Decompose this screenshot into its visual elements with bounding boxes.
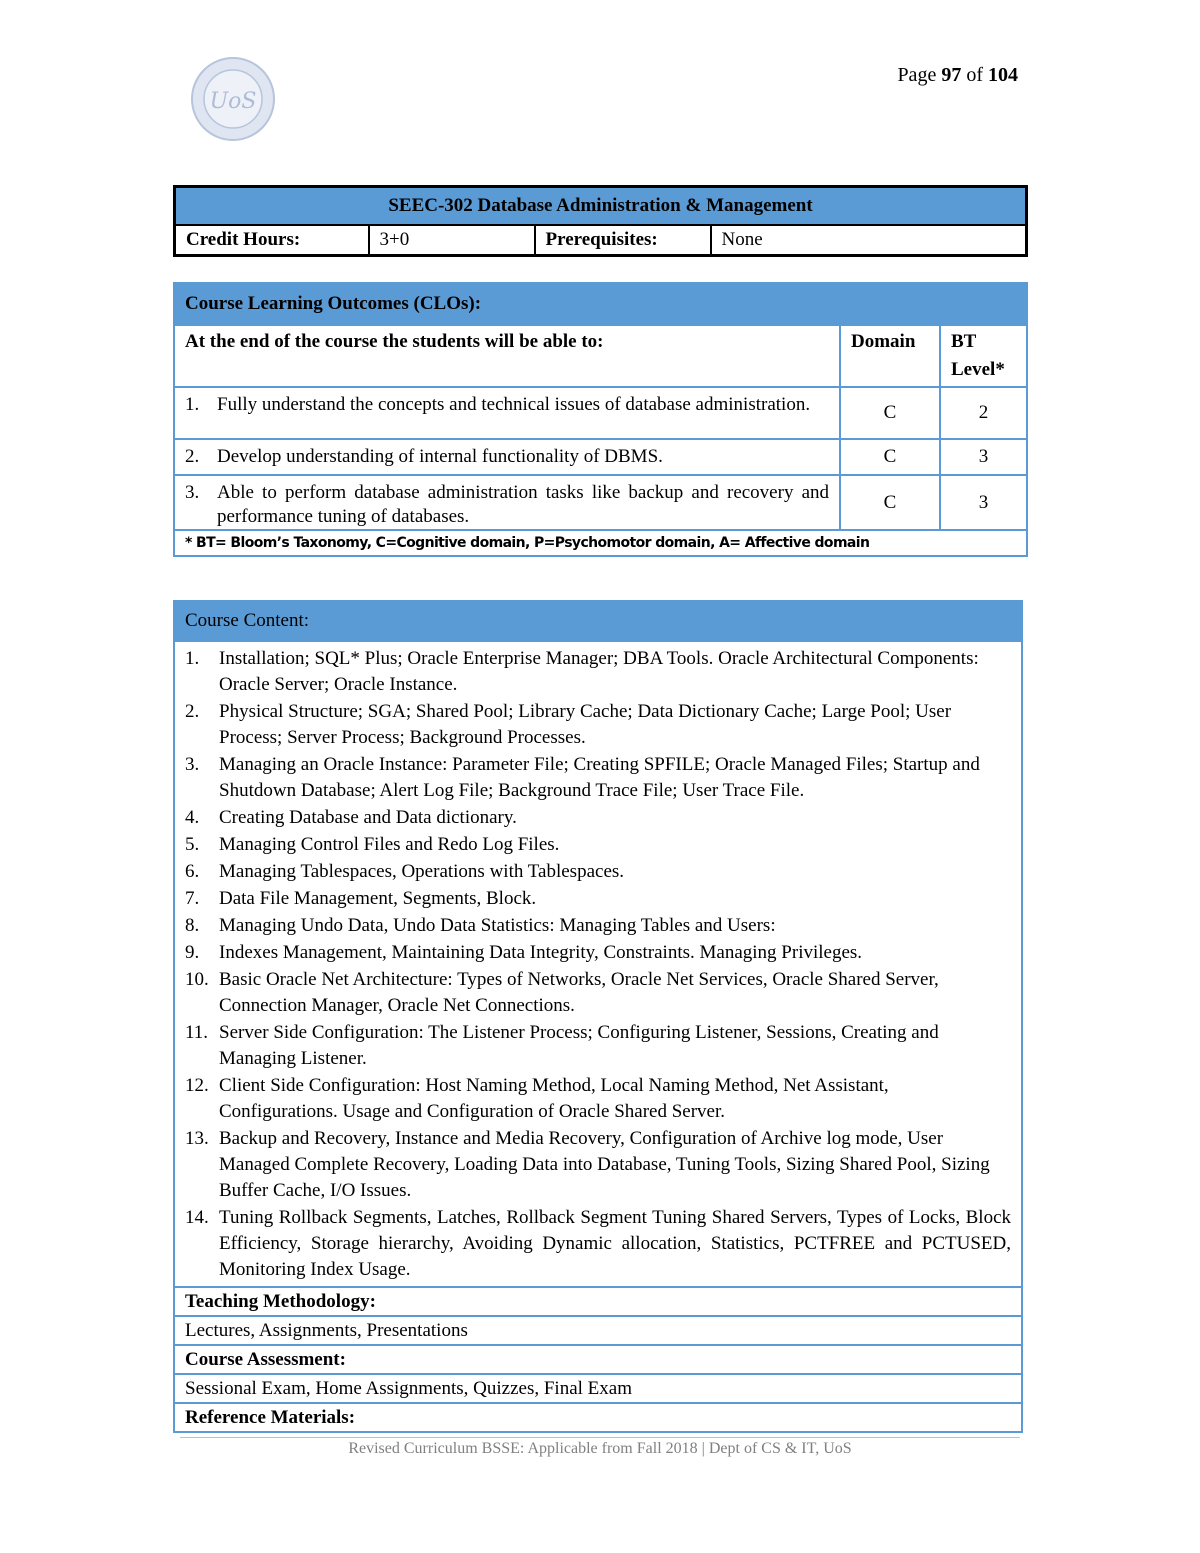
list-item: 10. Basic Oracle Net Architecture: Types of Networks, Oracle Net Services, Oracle Shared Server, Connection Manager, Oracle Net Connections. bbox=[185, 969, 939, 1016]
clo-domain: C bbox=[840, 387, 940, 439]
course-assessment-label: Course Assessment: bbox=[174, 1345, 1022, 1374]
list-item: 5. Managing Control Files and Redo Log Files. bbox=[185, 834, 560, 855]
list-item: 12. Client Side Configuration: Host Naming Method, Local Naming Method, Net Assistant, Configurations. Usage and Configuration of Oracle Shared Server. bbox=[185, 1075, 889, 1122]
list-item: 14. Tuning Rollback Segments, Latches, Rollback Segment Tuning Shared Servers, Types of Locks, Block Efficiency, Storage hierarchy, Avoiding Dynamic allocation, Statistics, PCTFREE and PCTUSED, Monitoring Index Usage. bbox=[185, 1207, 1011, 1280]
svg-text:UoS: UoS bbox=[209, 89, 257, 114]
page-number: Page 97 of 104 bbox=[897, 64, 1018, 86]
clo-bt-level: 3 bbox=[940, 475, 1027, 530]
clo-row: 1. Fully understand the concepts and technical issues of database administration. bbox=[174, 387, 840, 439]
list-item: 4. Creating Database and Data dictionary. bbox=[185, 807, 517, 828]
course-assessment-value: Sessional Exam, Home Assignments, Quizzes, Final Exam bbox=[174, 1374, 1022, 1403]
teaching-methodology-value: Lectures, Assignments, Presentations bbox=[174, 1316, 1022, 1345]
clo-row: 2. Develop understanding of internal functionality of DBMS. bbox=[174, 439, 840, 475]
clo-intro: At the end of the course the students will be able to: bbox=[174, 325, 840, 387]
list-item: 13. Backup and Recovery, Instance and Media Recovery, Configuration of Archive log mode, User Managed Complete Recovery, Loading Data into Database, Tuning Tools, Sizing Shared Pool, Sizing Buffer Cache, I/O Issues. bbox=[185, 1128, 990, 1201]
list-item: 9. Indexes Management, Maintaining Data Integrity, Constraints. Managing Privileges. bbox=[185, 942, 863, 963]
prerequisites-label: Prerequisites: bbox=[535, 225, 711, 256]
clo-row: 3. Able to perform database administration tasks like backup and recovery and performance tuning of databases. bbox=[174, 475, 840, 530]
clo-domain: C bbox=[840, 439, 940, 475]
course-title: SEEC-302 Database Administration & Management bbox=[175, 187, 1027, 226]
course-content-heading: Course Content: bbox=[174, 601, 1022, 641]
course-info-table bbox=[173, 185, 1028, 257]
prerequisites-value: None bbox=[711, 225, 1027, 256]
clo-table bbox=[173, 282, 1028, 557]
page-footer: Revised Curriculum BSSE: Applicable from Fall 2018 | Dept of CS & IT, UoS bbox=[348, 1440, 852, 1457]
clo-domain: C bbox=[840, 475, 940, 530]
list-item: 1. Installation; SQL* Plus; Oracle Enterprise Manager; DBA Tools. Oracle Architectural Components: Oracle Server; Oracle Instance. bbox=[185, 648, 979, 695]
domain-header: Domain bbox=[840, 325, 940, 387]
credit-hours-value: 3+0 bbox=[369, 225, 535, 256]
clo-bt-level: 2 bbox=[940, 387, 1027, 439]
university-logo bbox=[190, 56, 276, 142]
footer-divider bbox=[180, 1437, 1020, 1438]
list-item: 8. Managing Undo Data, Undo Data Statistics: Managing Tables and Users: bbox=[185, 915, 776, 936]
list-item: 11. Server Side Configuration: The Listener Process; Configuring Listener, Sessions, Creating and Managing Listener. bbox=[185, 1022, 939, 1069]
course-content-table bbox=[173, 600, 1023, 1433]
credit-hours-label: Credit Hours: bbox=[175, 225, 369, 256]
clo-bt-level: 3 bbox=[940, 439, 1027, 475]
list-item: 7. Data File Management, Segments, Block. bbox=[185, 888, 537, 909]
list-item: 6. Managing Tablespaces, Operations with Tablespaces. bbox=[185, 861, 625, 882]
reference-materials-label: Reference Materials: bbox=[174, 1403, 1022, 1432]
list-item: 2. Physical Structure; SGA; Shared Pool; Library Cache; Data Dictionary Cache; Large Pool; User Process; Server Process; Background Processes. bbox=[185, 701, 952, 748]
course-content-list bbox=[174, 641, 1022, 1287]
teaching-methodology-label: Teaching Methodology: bbox=[174, 1287, 1022, 1316]
bt-level-header: BT Level* bbox=[940, 325, 1027, 387]
bt-footnote: * BT= Bloom’s Taxonomy, C=Cognitive domain, P=Psychomotor domain, A= Affective domain bbox=[174, 530, 1027, 556]
list-item: 3. Managing an Oracle Instance: Parameter File; Creating SPFILE; Oracle Managed Files; Startup and Shutdown Database; Alert Log File; Background Trace File; User Trace File. bbox=[185, 754, 980, 801]
clo-heading: Course Learning Outcomes (CLOs): bbox=[174, 283, 1027, 325]
